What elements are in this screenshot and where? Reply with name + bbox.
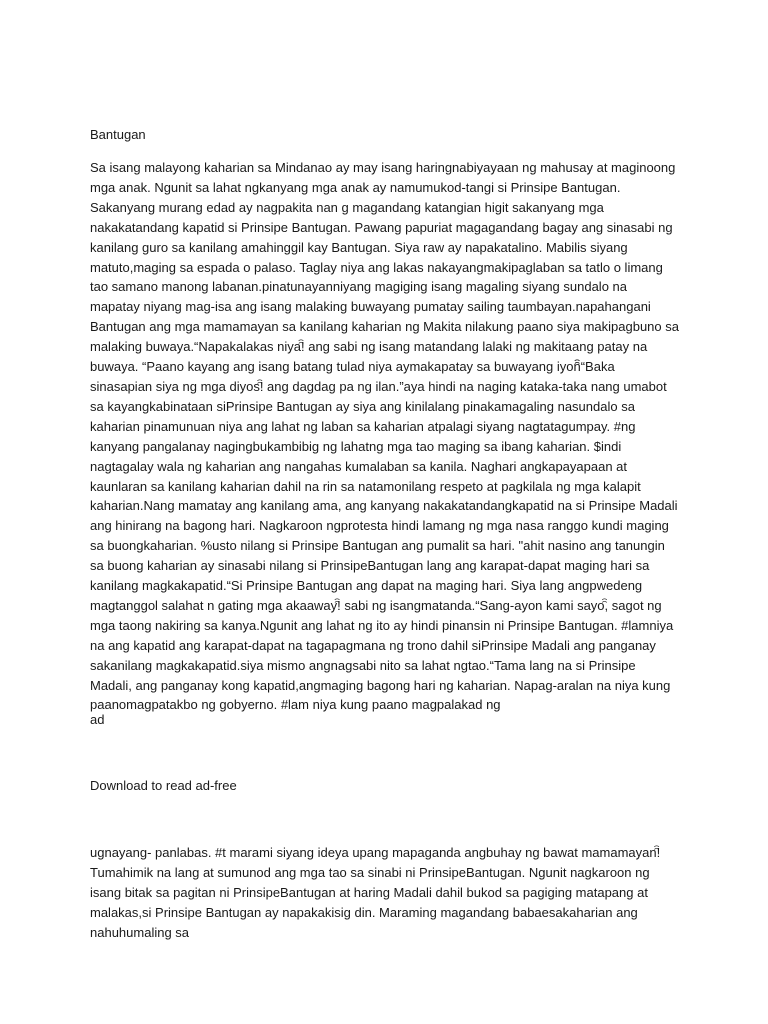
document-title: Bantugan	[90, 127, 146, 142]
story-paragraph-1: Sa isang malayong kaharian sa Mindanao ay may isang haringnabiyayaan ng mahusay at maginoong mga anak. Ngunit sa lahat ngkanyang mga anak ay namumukod-tangi si Prinsipe Bantugan. Sakanyang murang edad ay nagpakita nan g magandang katangian higit sakanyang mga nakakatandang kapatid si Prinsipe Bantugan. Pawang papuriat magagandang bagay ang sinasabi ng kanilang guro sa kanilang amahinggil kay Bantugan. Siya raw ay napakatalino. Mabilis siyang matuto,maging sa espada o palaso. Taglay niya ang lakas nakayangmakipaglaban sa tatlo o limang tao samano manong labanan.pinatunayanniyang magiging isang magaling siyang sundalo na mapatay niyang mag-isa ang isang malaking buwayang pumatay sailing taumbayan.napahangani Bantugan ang mga mamamayan sa kanilang kaharian ng Makita nilakung paano siya makipagbuno sa malaking buwaya.“Napakalakas niya!ꩰ ang sabi ng isang matandang lalaki ng makitaang patay na buwaya. “Paano kayang ang isang batang tulad niya aymakapatay sa buwayang iyonꩰꩰ“Baka sinasapian siya ng mga diyos!ꩰ ang dagdag pa ng ilan.”aya hindi na naging kataka-taka nang umabot sa kayangkabinataan siPrinsipe Bantugan ay siya ang kinilalang pinakamagaling nasundalo sa kaharian pinamunuan niya ang lahat ng laban sa kaharian atpalagi siyang nagtatagumpay. #ng kanyang pangalanay nagingbukambibig ng lahatng mga tao maging sa ibang kaharian. $indi nagtagalay wala ng kaharian ang nangahas kumalaban sa kanila. Naghari angkapayapaan at kaunlaran sa kanilang kaharian dahil na rin sa natamonilang respeto at pagkilala ng mga kalapit kaharian.Nang mamatay ang kanilang ama, ang kanyang nakakatandangkapatid na si Prinsipe Madali ang hinirang na bagong hari. Nagkaroon ngprotesta hindi lamang ng mga nasa ranggo kundi maging sa buongkaharian. %usto nilang si Prinsipe Bantugan ang pumalit sa hari. "ahit nasino ang tanungin sa buong kaharian ay sinasabi nilang si PrinsipeBantugan lang ang karapat-dapat maging hari sa kanilang magkakapatid.“Si Prinsipe Bantugan ang dapat na maging hari. Siya lang angpwedeng magtanggol salahat n gating mga akaaway!ꩰ sabi ng isangmatanda.“Sang-ayon kami sayo,ꩰ sagot ng mga taong nakiring sa kanya.Ngunit ang lahat ng ito ay hindi pinansin ni Prinsipe Bantugan. #lamniya na ang kapatid ang karapat-dapat na tagapagmana ng trono dahil siPrinsipe Madali ang panganay sakanilang magkakapatid.siya mismo angnagsabi nito sa lahat ngtao.“Tama lang na si Prinsipe Madali, ang panganay kong kapatid,angmaging bagong hari ng kaharian. Napag-aralan na niya kung paanomagpatakbo ng gobyerno. #lam niya kung paano magpalakad ng	[90, 160, 679, 713]
download-ad-free-link[interactable]: Download to read ad-free	[90, 778, 237, 793]
story-paragraph-2: ugnayang- panlabas. #t marami siyang ideya upang mapaganda angbuhay ng bawat mamamayan!ꩰ Tumahimik na lang at sumunod ang mga tao sa sinabi ni PrinsipeBantugan. Ngunit nagkaroon ng isang bitak sa pagitan ni PrinsipeBantugan at haring Madali dahil bukod sa pagiging matapang at malakas,si Prinsipe Bantugan ay napakakisig din. Maraming magandang babaesakaharian ang nahuhumaling sa	[90, 845, 661, 940]
ad-label: ad	[90, 712, 105, 727]
